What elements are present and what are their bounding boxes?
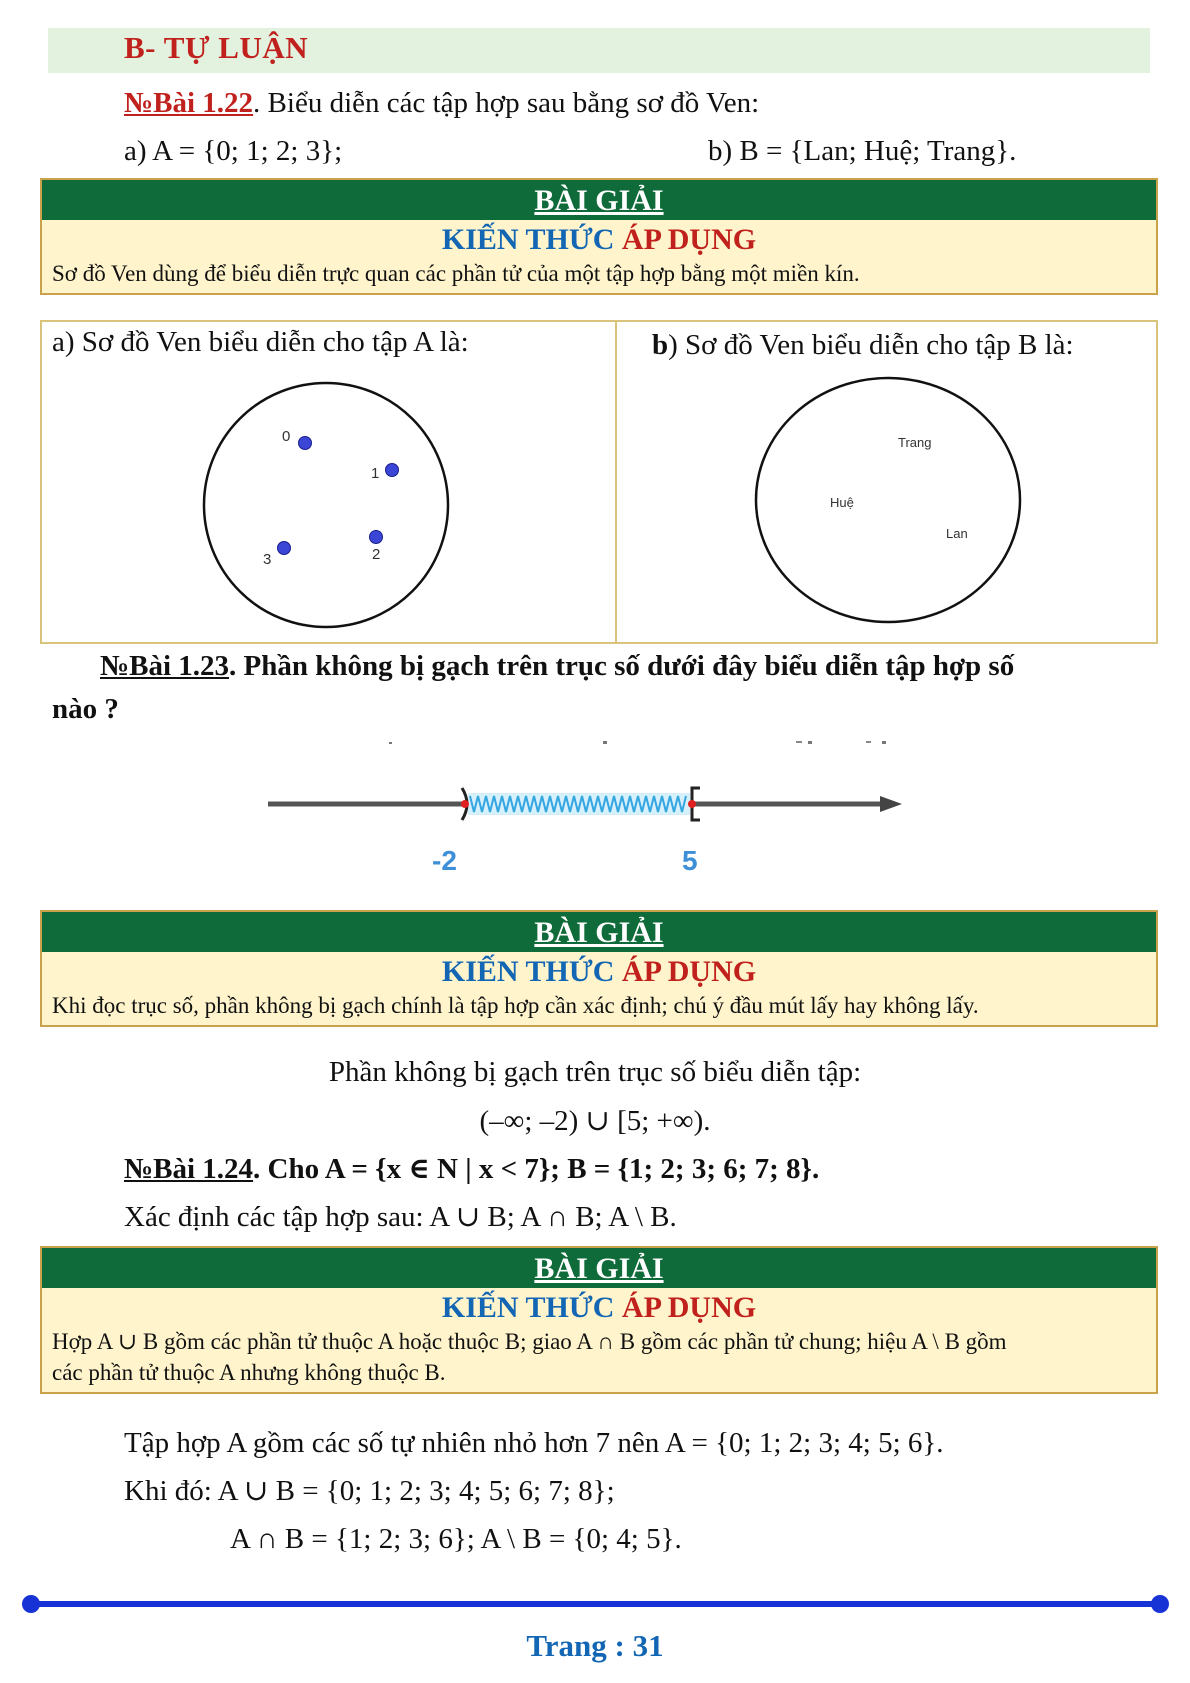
point-5 bbox=[688, 800, 696, 808]
hatched-region bbox=[468, 793, 690, 815]
knowledge-title-blue: KIẾN THỨC bbox=[441, 1291, 615, 1324]
exercise-1-23-text: . Phần không bị gạch trên trục số dưới đây biểu diễn tập hợp số bbox=[229, 650, 1015, 682]
knowledge-title bbox=[42, 952, 1156, 990]
answer-1-24-line2: Khi đó: A ∪ B = {0; 1; 2; 3; 4; 5; 6; 7; 8}; bbox=[124, 1475, 615, 1507]
venn-b-caption-text: ) Sơ đồ Ven biểu diễn cho tập B là: bbox=[668, 329, 1074, 361]
knowledge-text-line1: Hợp A ∪ B gồm các phần tử thuộc A hoặc thuộc B; giao A ∩ B gồm các phần tử chung; hiệu A \ B gồm bbox=[52, 1329, 1007, 1354]
venn-a-caption: a) Sơ đồ Ven biểu diễn cho tập A là: bbox=[52, 326, 469, 358]
scan-specks bbox=[389, 741, 886, 744]
exercise-1-24-label: №Bài 1.24 bbox=[124, 1153, 254, 1185]
knowledge-text-line2: các phần tử thuộc A nhưng không thuộc B. bbox=[52, 1360, 446, 1385]
exercise-1-22-part-a: a) A = {0; 1; 2; 3}; bbox=[124, 135, 343, 167]
venn-b-label-trang: Trang bbox=[898, 435, 932, 450]
knowledge-title bbox=[42, 1288, 1156, 1326]
answer-1-23-line1: Phần không bị gạch trên trục số biểu diễn tập: bbox=[328, 1056, 862, 1088]
venn-b-caption-letter: b bbox=[652, 329, 669, 361]
section-title: B- TỰ LUẬN bbox=[124, 30, 309, 65]
axis-label-minus-2: -2 bbox=[432, 845, 457, 876]
exercise-1-24-task: Xác định các tập hợp sau: A ∪ B; A ∩ B; A \ B. bbox=[124, 1201, 677, 1233]
solution-header: BÀI GIẢI bbox=[42, 1248, 1156, 1288]
exercise-1-24-text: . Cho A = {x ∈ N | x < 7}; B = {1; 2; 3; 6; 7; 8}. bbox=[253, 1153, 820, 1185]
knowledge-title-red: ÁP DỤNG bbox=[621, 1291, 757, 1324]
exercise-1-23-label: №Bài 1.23 bbox=[100, 650, 230, 682]
venn-b-label-hue: Huệ bbox=[830, 495, 854, 510]
knowledge-text: Sơ đồ Ven dùng để biểu diễn trực quan các phần tử của một tập hợp bằng một miền kín. bbox=[52, 261, 860, 286]
page-number: Trang : 31 bbox=[526, 1628, 664, 1663]
solution-header: BÀI GIẢI bbox=[42, 180, 1156, 220]
knowledge-text: Khi đọc trục số, phần không bị gạch chính là tập hợp cần xác định; chú ý đầu mút lấy hay không lấy. bbox=[52, 993, 979, 1018]
exercise-1-23-prompt-cont: nào ? bbox=[52, 693, 119, 725]
knowledge-title-blue: KIẾN THỨC bbox=[441, 223, 615, 256]
exercise-1-24-prompt bbox=[124, 1151, 819, 1187]
venn-a-label-2: 2 bbox=[372, 546, 381, 563]
knowledge-panel bbox=[42, 1288, 1156, 1392]
exercise-1-22-part-b: b) B = {Lan; Huệ; Trang}. bbox=[708, 135, 1017, 167]
axis-label-5: 5 bbox=[682, 845, 698, 876]
knowledge-title-blue: KIẾN THỨC bbox=[441, 955, 615, 988]
knowledge-panel bbox=[42, 952, 1156, 1025]
venn-a-label-0: 0 bbox=[282, 428, 291, 445]
solution-box-2 bbox=[40, 910, 1158, 1027]
footer-divider-left-dot bbox=[22, 1595, 40, 1613]
answer-1-24-line1: Tập hợp A gồm các số tự nhiên nhỏ hơn 7 nên A = {0; 1; 2; 3; 4; 5; 6}. bbox=[124, 1427, 944, 1459]
venn-b-label-lan: Lan bbox=[946, 526, 968, 541]
exercise-1-22-label: №Bài 1.22 bbox=[124, 87, 254, 119]
answer-1-24-line3: A ∩ B = {1; 2; 3; 6}; A \ B = {0; 4; 5}. bbox=[230, 1523, 682, 1555]
solution-header: BÀI GIẢI bbox=[42, 912, 1156, 952]
exercise-1-22-text: . Biểu diễn các tập hợp sau bằng sơ đồ Ven: bbox=[253, 87, 760, 119]
venn-a-label-3: 3 bbox=[263, 551, 272, 568]
axis-arrowhead bbox=[880, 796, 902, 812]
solution-box-3 bbox=[40, 1246, 1158, 1394]
point-minus-2 bbox=[461, 800, 469, 808]
footer-divider-right-dot bbox=[1151, 1595, 1169, 1613]
knowledge-title-red: ÁP DỤNG bbox=[621, 223, 757, 256]
footer-divider bbox=[28, 1601, 1162, 1607]
answer-1-23-line2: (–∞; –2) ∪ [5; +∞). bbox=[479, 1105, 711, 1137]
venn-a-label-1: 1 bbox=[371, 465, 380, 482]
knowledge-title-red: ÁP DỤNG bbox=[621, 955, 757, 988]
